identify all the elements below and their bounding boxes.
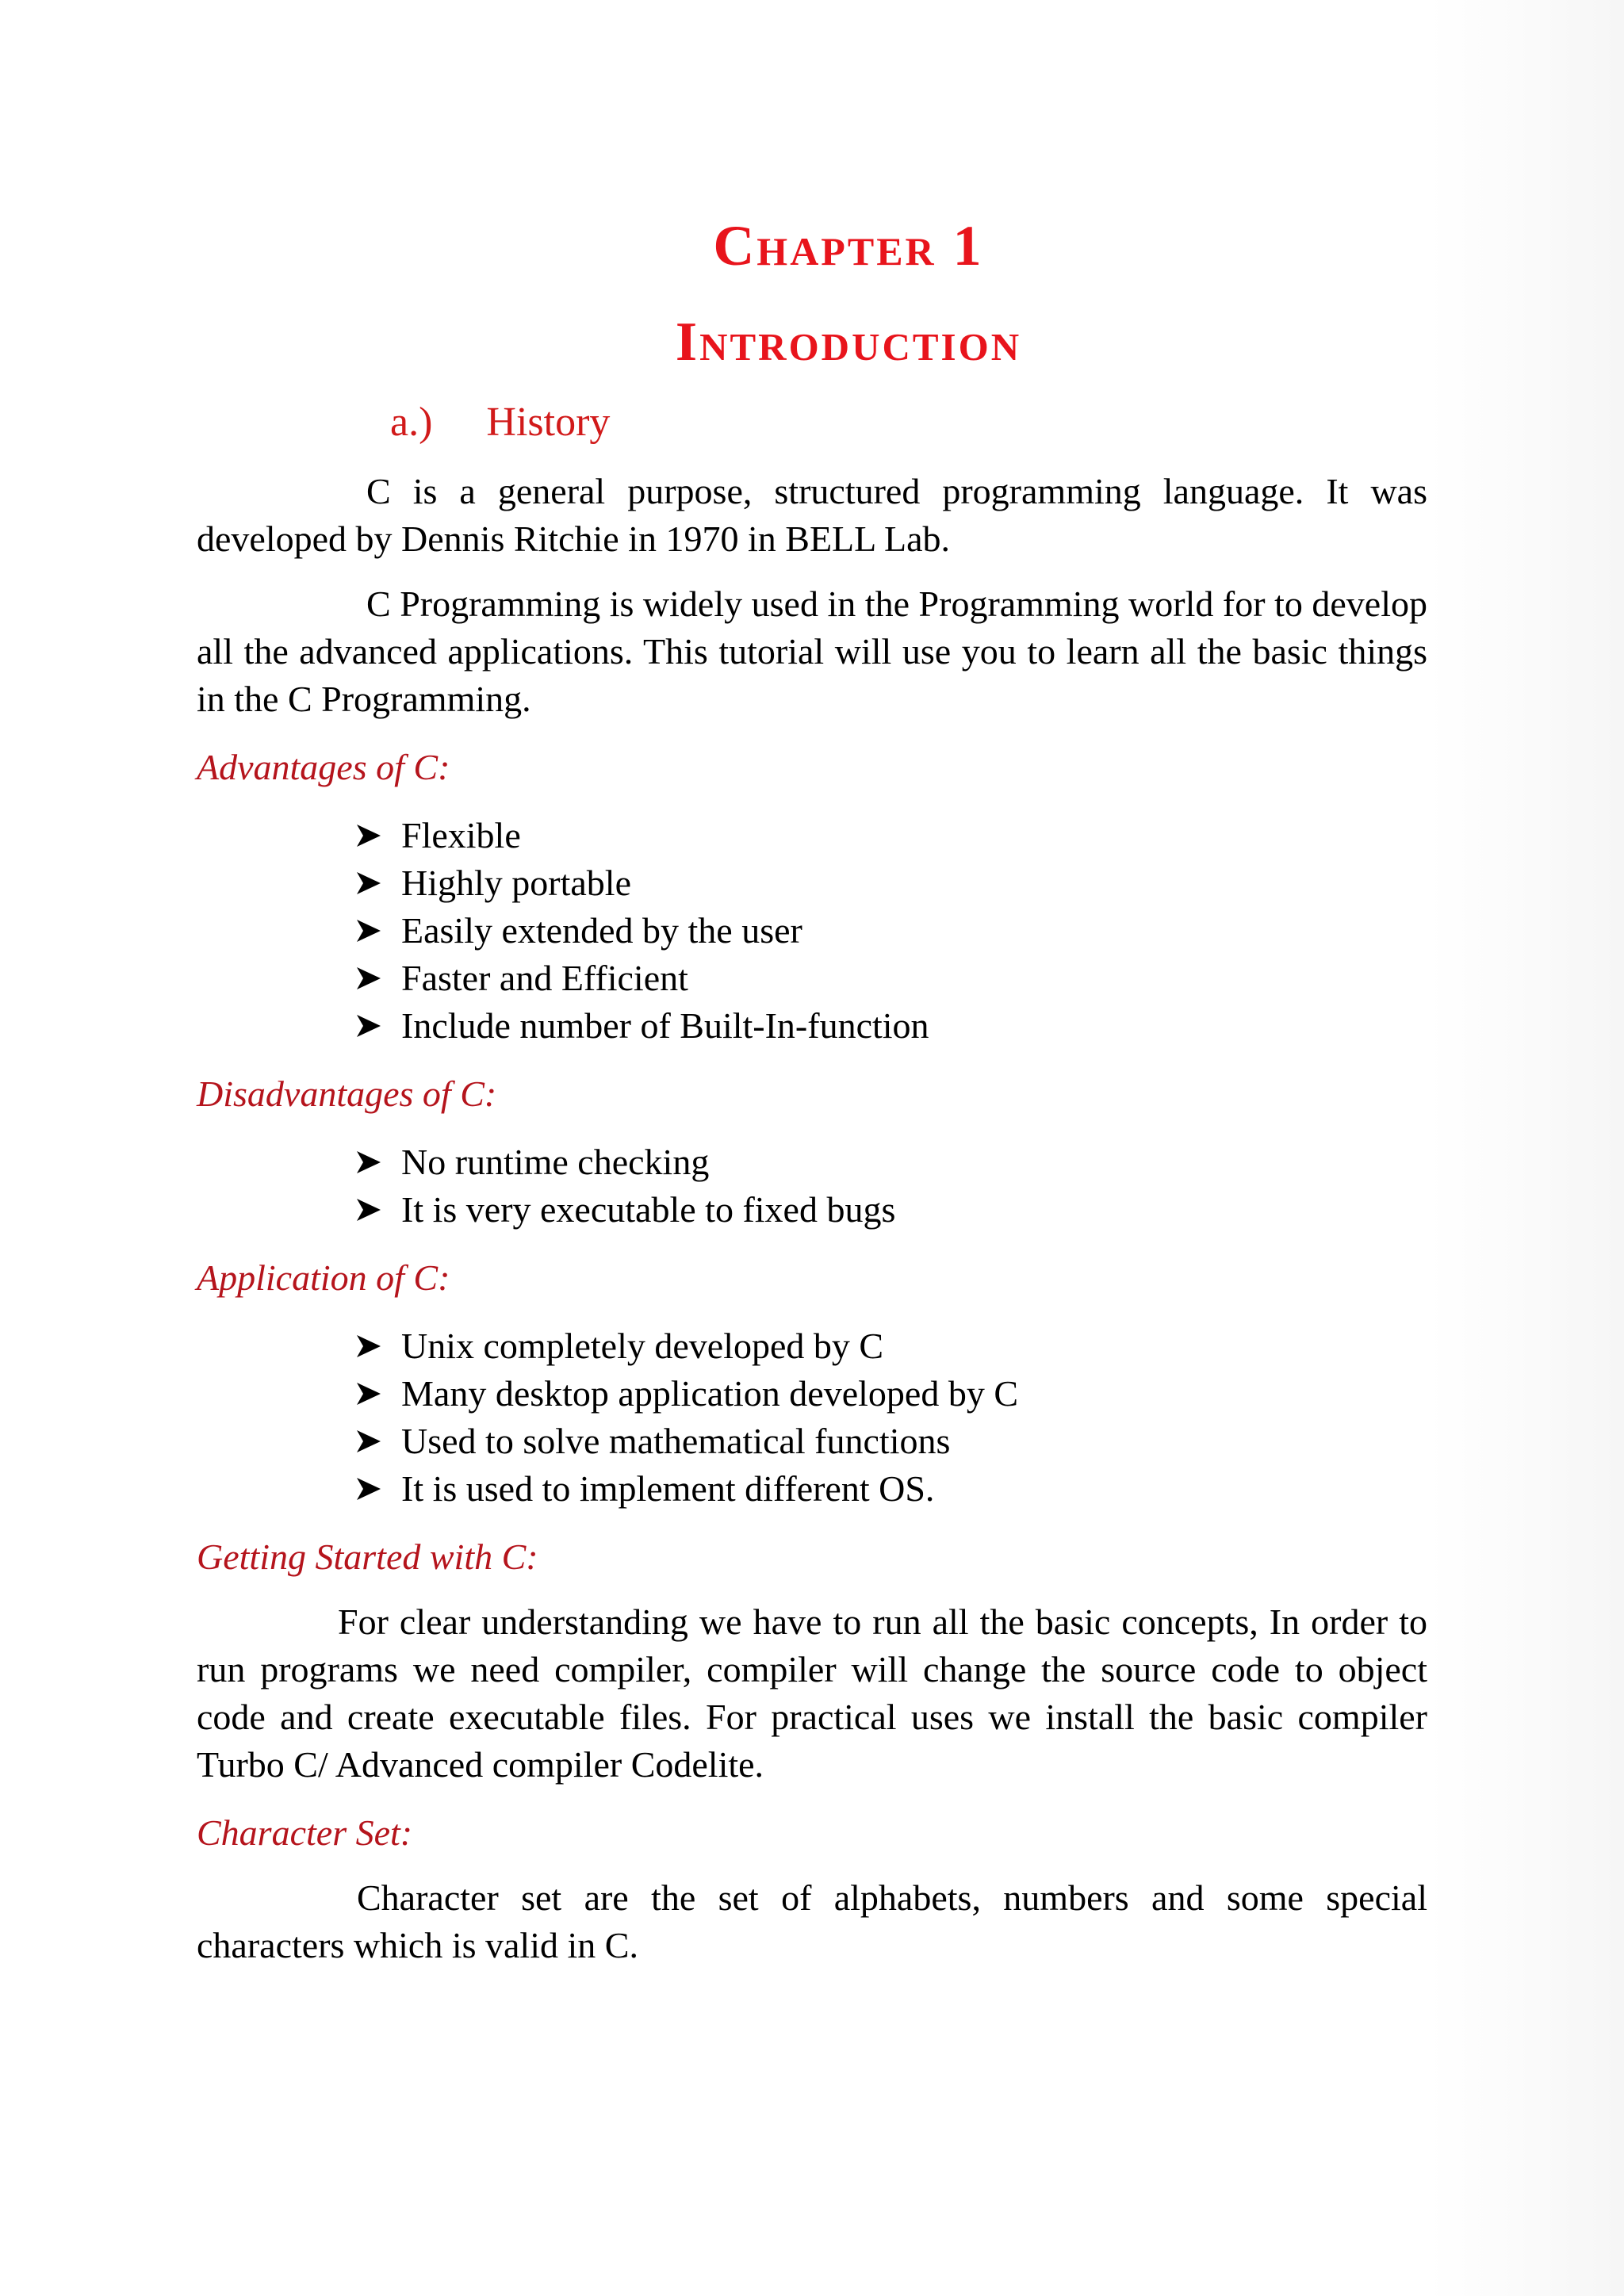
arrowhead-bullet-icon bbox=[355, 1465, 401, 1513]
list-item-text: Many desktop application developed by C bbox=[401, 1373, 1019, 1414]
section-title: Introduction bbox=[675, 312, 1022, 373]
arrowhead-bullet-icon bbox=[355, 1138, 401, 1186]
arrowhead-bullet-icon bbox=[355, 1186, 401, 1234]
list-item bbox=[355, 1322, 1427, 1370]
list-item bbox=[355, 907, 1427, 955]
list-item bbox=[355, 1418, 1427, 1465]
list-item-text: Flexible bbox=[401, 815, 521, 855]
arrowhead-bullet-icon bbox=[355, 812, 401, 859]
paragraph-history-2: C Programming is widely used in the Programming world for to develop all the advanced applications. This tutorial will use you to learn all the basic things in the C Programming. bbox=[197, 584, 1427, 719]
disadvantages-list bbox=[197, 1138, 1427, 1234]
history-marker: a.) bbox=[390, 400, 433, 445]
history-title: History bbox=[486, 400, 611, 445]
list-item-text: Include number of Built-In-function bbox=[401, 1005, 929, 1046]
advantages-heading: Advantages of C: bbox=[197, 747, 450, 787]
list-item bbox=[355, 1465, 1427, 1513]
application-heading: Application of C: bbox=[197, 1257, 450, 1298]
advantages-list bbox=[197, 812, 1427, 1050]
chapter-title: Chapter 1 bbox=[713, 214, 984, 277]
getting-started-heading: Getting Started with C: bbox=[197, 1536, 538, 1577]
application-list bbox=[197, 1322, 1427, 1513]
list-item bbox=[355, 859, 1427, 907]
arrowhead-bullet-icon bbox=[355, 907, 401, 955]
list-item bbox=[355, 1138, 1427, 1186]
character-set-heading: Character Set: bbox=[197, 1812, 413, 1853]
arrowhead-bullet-icon bbox=[355, 1002, 401, 1050]
list-item-text: No runtime checking bbox=[401, 1142, 710, 1182]
list-item-text: Faster and Efficient bbox=[401, 958, 688, 998]
history-heading bbox=[390, 395, 1427, 450]
arrowhead-bullet-icon bbox=[355, 859, 401, 907]
list-item-text: Easily extended by the user bbox=[401, 910, 802, 951]
paragraph-character-set: Character set are the set of alphabets, numbers and some special characters which is valid in C. bbox=[197, 1877, 1427, 1965]
disadvantages-heading: Disadvantages of C: bbox=[197, 1073, 497, 1114]
arrowhead-bullet-icon bbox=[355, 955, 401, 1002]
list-item-text: Highly portable bbox=[401, 863, 631, 903]
list-item-text: It is used to implement different OS. bbox=[401, 1468, 935, 1509]
arrowhead-bullet-icon bbox=[355, 1370, 401, 1418]
paragraph-history-1: C is a general purpose, structured programming language. It was developed by Dennis Ritchie in 1970 in BELL Lab. bbox=[197, 471, 1427, 559]
list-item bbox=[355, 1186, 1427, 1234]
list-item-text: It is very executable to fixed bugs bbox=[401, 1189, 896, 1230]
list-item bbox=[355, 812, 1427, 859]
paragraph-getting-started: For clear understanding we have to run all the basic concepts, In order to run programs we need compiler, compiler will change the source code to object code and create executable files. For practical uses we install the basic compiler Turbo C/ Advanced compiler Codelite. bbox=[197, 1601, 1427, 1785]
arrowhead-bullet-icon bbox=[355, 1322, 401, 1370]
list-item bbox=[355, 955, 1427, 1002]
page-content bbox=[197, 208, 1427, 1969]
list-item bbox=[355, 1002, 1427, 1050]
list-item-text: Unix completely developed by C bbox=[401, 1326, 884, 1366]
list-item-text: Used to solve mathematical functions bbox=[401, 1421, 951, 1461]
list-item bbox=[355, 1370, 1427, 1418]
arrowhead-bullet-icon bbox=[355, 1418, 401, 1465]
